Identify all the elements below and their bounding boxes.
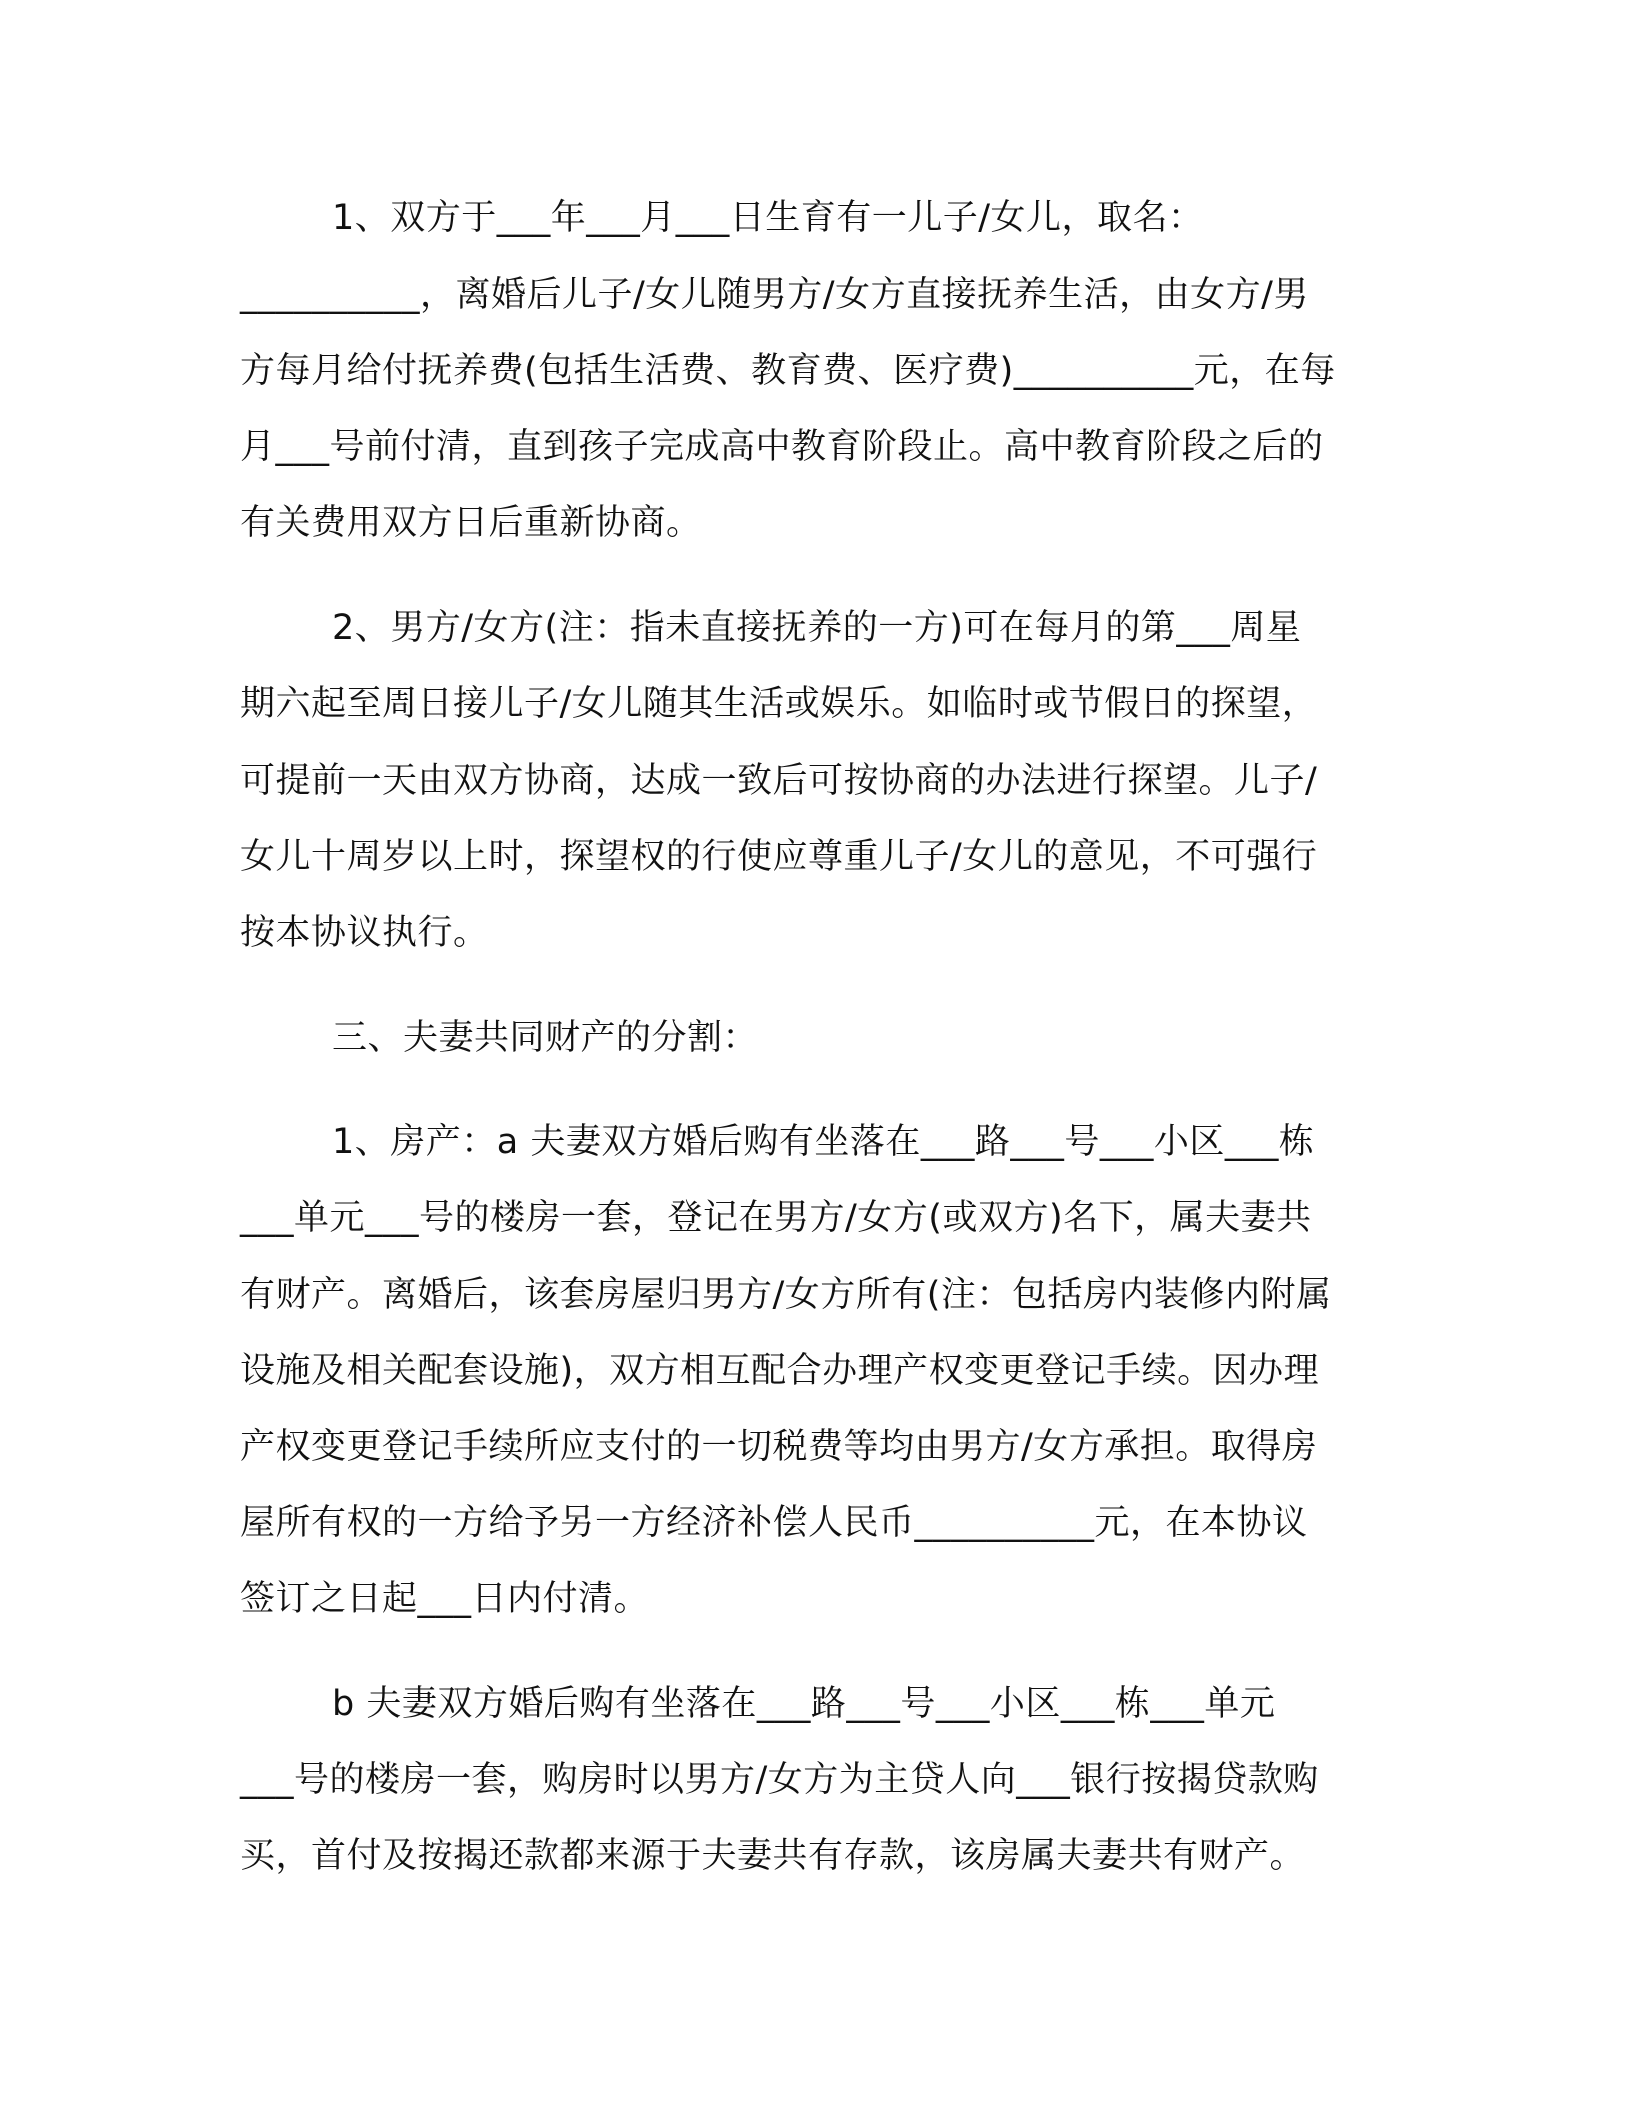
section-heading: 三、夫妻共同财产的分割： bbox=[332, 1018, 759, 1058]
paragraph-3-line-7: 签订之日起___日内付清。 bbox=[240, 1579, 650, 1619]
paragraph-3-line-2: ___单元___号的楼房一套，登记在男方/女方(或双方)名下，属夫妻共 bbox=[240, 1198, 1312, 1238]
paragraph-1-line-2: __________，离婚后儿子/女儿随男方/女方直接抚养生活，由女方/男 bbox=[240, 275, 1309, 315]
paragraph-1-line-5: 有关费用双方日后重新协商。 bbox=[240, 503, 702, 543]
paragraph-2-line-3: 可提前一天由双方协商，达成一致后可按协商的办法进行探望。儿子/ bbox=[240, 761, 1318, 801]
paragraph-3-line-4: 设施及相关配套设施)，双方相互配合办理产权变更登记手续。因办理 bbox=[240, 1351, 1320, 1391]
paragraph-2-line-5: 按本协议执行。 bbox=[240, 913, 489, 953]
paragraph-3-line-1: 1、房产：a 夫妻双方婚后购有坐落在___路___号___小区___栋 bbox=[332, 1122, 1315, 1162]
paragraph-2-line-1: 2、男方/女方(注：指未直接抚养的一方)可在每月的第___周星 bbox=[332, 608, 1302, 648]
paragraph-2-line-4: 女儿十周岁以上时，探望权的行使应尊重儿子/女儿的意见，不可强行 bbox=[240, 837, 1318, 877]
paragraph-1-line-4: 月___号前付清，直到孩子完成高中教育阶段止。高中教育阶段之后的 bbox=[240, 427, 1324, 467]
paragraph-1-line-3: 方每月给付抚养费(包括生活费、教育费、医疗费)__________元，在每 bbox=[240, 351, 1336, 391]
paragraph-1-line-1: 1、双方于___年___月___日生育有一儿子/女儿，取名： bbox=[332, 198, 1204, 238]
paragraph-3-line-5: 产权变更登记手续所应支付的一切税费等均由男方/女方承担。取得房 bbox=[240, 1427, 1318, 1467]
paragraph-4-line-2: ___号的楼房一套，购房时以男方/女方为主贷人向___银行按揭贷款购 bbox=[240, 1760, 1319, 1800]
paragraph-4-line-1: b 夫妻双方婚后购有坐落在___路___号___小区___栋___单元 bbox=[332, 1684, 1276, 1724]
paragraph-3-line-3: 有财产。离婚后，该套房屋归男方/女方所有(注：包括房内装修内附属 bbox=[240, 1275, 1332, 1315]
paragraph-4-line-3: 买，首付及按揭还款都来源于夫妻共有存款，该房属夫妻共有财产。 bbox=[240, 1836, 1306, 1876]
paragraph-3-line-6: 屋所有权的一方给予另一方经济补偿人民币__________元，在本协议 bbox=[240, 1503, 1308, 1543]
paragraph-2-line-2: 期六起至周日接儿子/女儿随其生活或娱乐。如临时或节假日的探望， bbox=[240, 684, 1318, 724]
